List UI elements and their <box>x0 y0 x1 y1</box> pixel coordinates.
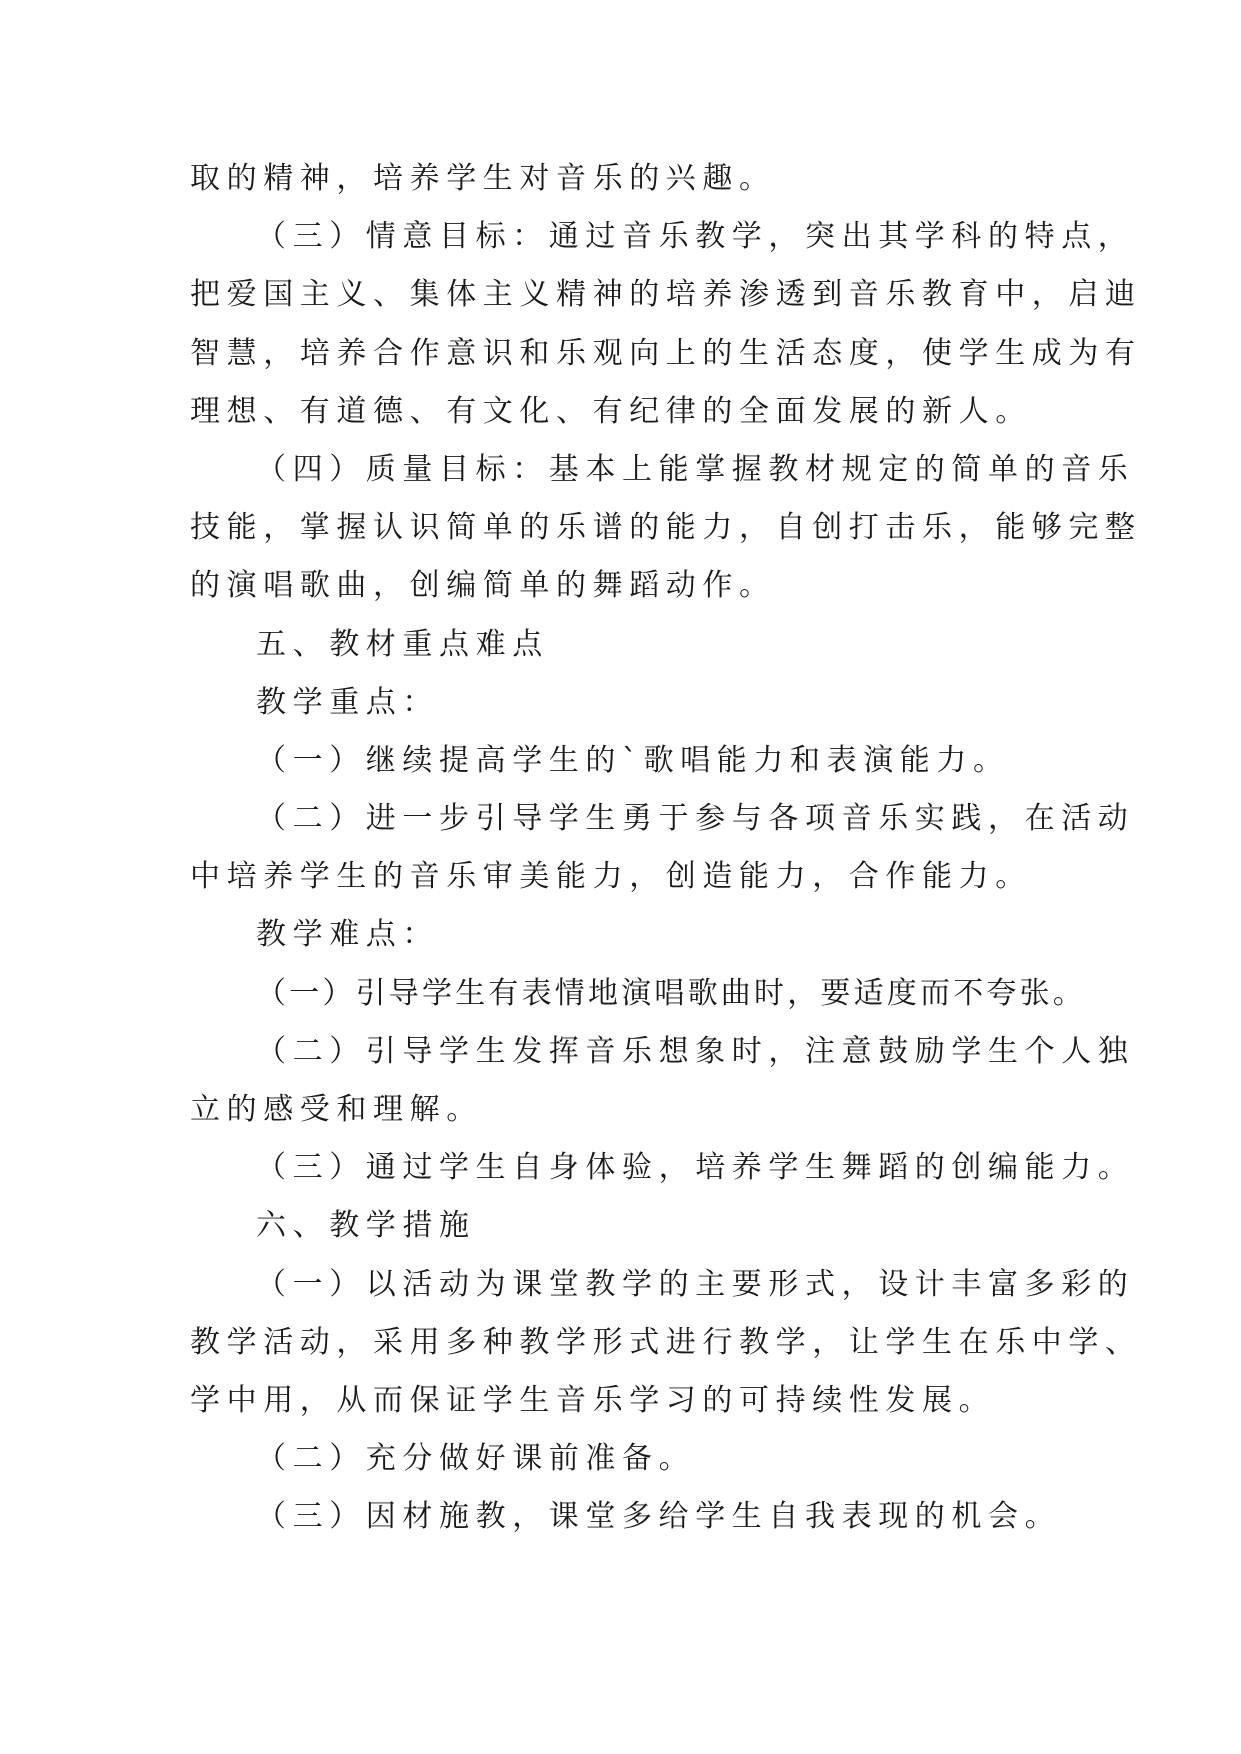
text-line: （二）引导学生发挥音乐想象时，注意鼓励学生个人独 <box>256 1033 1135 1069</box>
section-heading: 六、教学措施 <box>256 1208 476 1244</box>
text-line: 立的感受和理解。 <box>190 1092 483 1127</box>
text-line: （一）以活动为课堂教学的主要形式，设计丰富多彩的 <box>256 1266 1135 1302</box>
subheading: 教学重点： <box>256 684 439 720</box>
text-line: （一）继续提高学生的`歌唱能力和表演能力。 <box>256 742 1010 778</box>
text-line: （二）充分做好课前准备。 <box>256 1441 696 1477</box>
text-line: 理想、有道德、有文化、有纪律的全面发展的新人。 <box>190 393 1032 429</box>
text-line: （四）质量目标：基本上能掌握教材规定的简单的音乐 <box>256 451 1135 487</box>
text-line: （二）进一步引导学生勇于参与各项音乐实践，在活动 <box>256 801 1135 837</box>
document-body <box>190 150 1142 1547</box>
text-line: 的演唱歌曲，创编简单的舞蹈动作。 <box>190 568 776 604</box>
text-line: 中培养学生的音乐审美能力，创造能力，合作能力。 <box>190 859 1032 895</box>
text-line: （三）因材施教，课堂多给学生自我表现的机会。 <box>256 1499 1062 1535</box>
text-line: （一）引导学生有表情地演唱歌曲时，要适度而不夸张。 <box>256 975 1086 1011</box>
subheading: 教学难点： <box>256 917 439 953</box>
text-line: 取的精神，培养学生对音乐的兴趣。 <box>190 161 776 196</box>
text-line: 把爱国主义、集体主义精神的培养渗透到音乐教育中，启迪 <box>190 277 1142 313</box>
text-line: （三）通过学生自身体验，培养学生舞蹈的创编能力。 <box>256 1150 1135 1186</box>
text-line: （三）情意目标：通过音乐教学，突出其学科的特点， <box>256 219 1135 255</box>
text-line: 技能，掌握认识简单的乐谱的能力，自创打击乐，能够完整 <box>190 510 1142 546</box>
text-line: 智慧，培养合作意识和乐观向上的生活态度，使学生成为有 <box>190 335 1142 371</box>
text-line: 学中用，从而保证学生音乐学习的可持续性发展。 <box>190 1382 996 1418</box>
text-line: 教学活动，采用多种教学形式进行教学，让学生在乐中学、 <box>190 1324 1142 1360</box>
section-heading: 五、教材重点难点 <box>256 626 549 662</box>
